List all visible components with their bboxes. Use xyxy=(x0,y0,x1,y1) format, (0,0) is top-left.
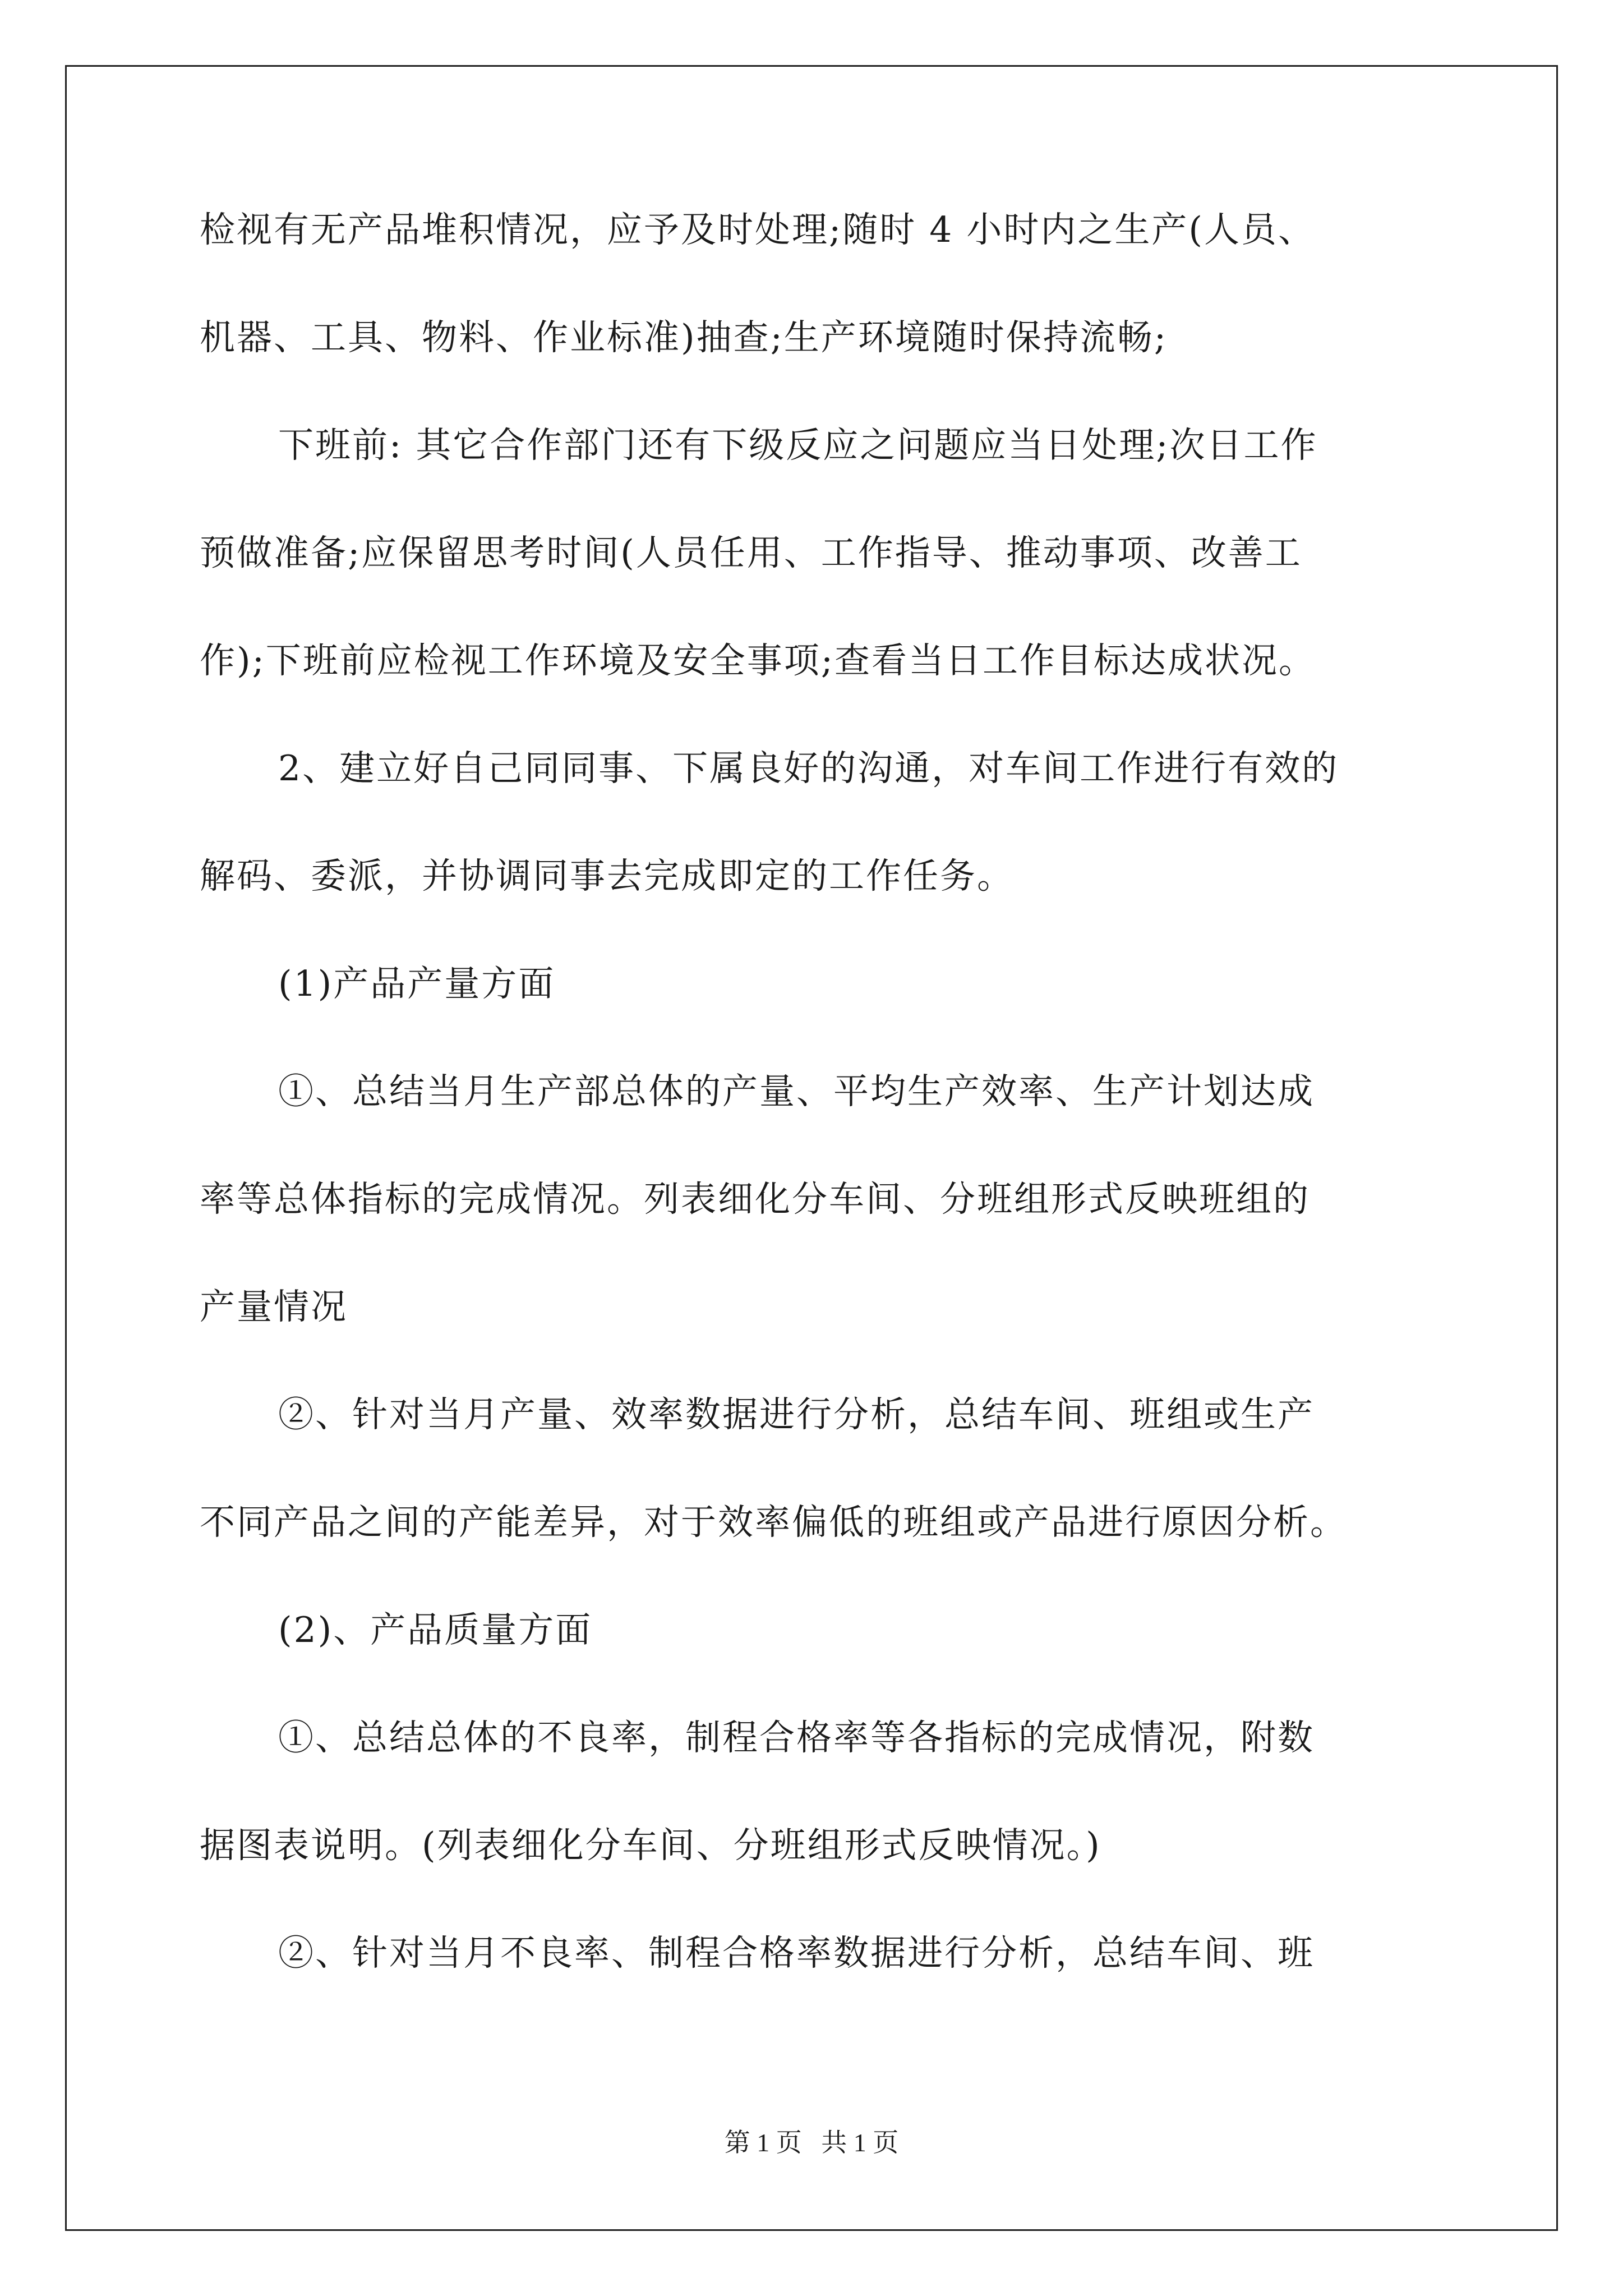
text-line: ②、针对当月不良率、制程合格率数据进行分析，总结车间、班 xyxy=(278,1932,1315,1973)
text-line: 下班前: 其它合作部门还有下级反应之问题应当日处理;次日工作 xyxy=(278,425,1318,466)
text-line: 解码、委派，并协调同事去完成即定的工作任务。 xyxy=(200,855,1014,896)
document-body xyxy=(200,208,1428,2039)
text-line: 2、建立好自己同同事、下属良好的沟通，对车间工作进行有效的 xyxy=(278,748,1339,789)
text-line: 预做准备;应保留思考时间(人员任用、工作指导、推动事项、改善工 xyxy=(200,532,1302,573)
text-line: 据图表说明。(列表细化分车间、分班组形式反映情况。) xyxy=(200,1825,1101,1866)
text-line: 率等总体指标的完成情况。列表细化分车间、分班组形式反映班组的 xyxy=(200,1179,1310,1220)
text-line: 检视有无产品堆积情况，应予及时处理;随时 4 小时内之生产(人员、 xyxy=(200,209,1315,250)
text-line: ①、总结总体的不良率，制程合格率等各指标的完成情况，附数 xyxy=(278,1717,1315,1758)
text-line: ②、针对当月产量、效率数据进行分析，总结车间、班组或生产 xyxy=(278,1394,1315,1435)
section-heading: (1)产品产量方面 xyxy=(278,963,556,1004)
text-line: 不同产品之间的产能差异，对于效率偏低的班组或产品进行原因分析。 xyxy=(200,1502,1347,1543)
text-line: 作);下班前应检视工作环境及安全事项;查看当日工作目标达成状况。 xyxy=(200,640,1316,681)
text-line: ①、总结当月生产部总体的产量、平均生产效率、生产计划达成 xyxy=(278,1071,1315,1112)
page-footer: 第 1 页 共 1 页 xyxy=(724,2128,899,2157)
text-line: 产量情况 xyxy=(200,1286,348,1327)
section-heading: (2)、产品质量方面 xyxy=(278,1609,593,1650)
text-line: 机器、工具、物料、作业标准)抽查;生产环境随时保持流畅; xyxy=(200,317,1168,358)
